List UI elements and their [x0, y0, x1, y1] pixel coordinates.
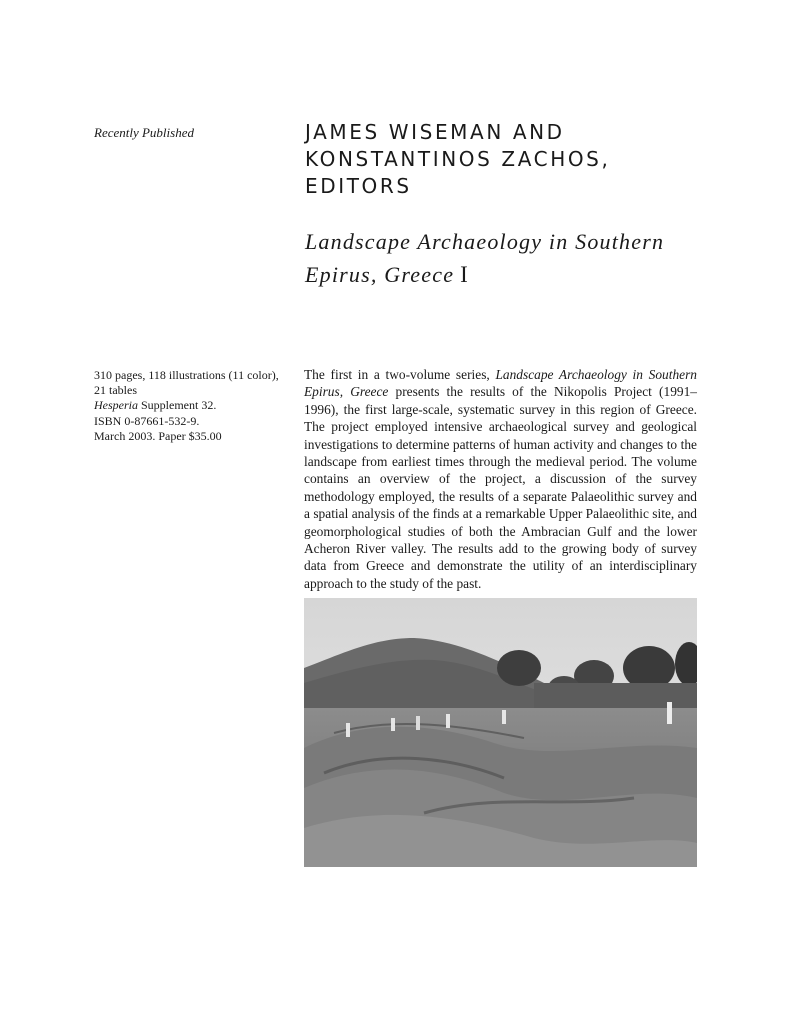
volume-number: I [460, 262, 470, 287]
isbn: ISBN 0-87661-532-9. [94, 413, 200, 428]
series-number: Supplement 32. [138, 398, 217, 413]
landscape-photo-graphic [304, 598, 697, 867]
landscape-photo [304, 598, 697, 867]
description-title-ref: Landscape Archaeology in Southern Epirus, Greece [304, 367, 697, 400]
book-description [304, 366, 697, 592]
editors-line-3: EDITORS [305, 174, 412, 198]
book-title-line-2 [305, 258, 745, 291]
book-title-line-1: Landscape Archaeology in Southern [305, 229, 665, 254]
description-body: presents the results of the Nikopolis Project (1991–1996), the first large-scale, systematic survey in this region of Greece. The project employed intensive archaeological survey and geological investigations to determine patterns of human activity and changes to the landscape from earliest times through the medieval period. The volume contains an overview of the project, a discussion of the survey methodology employed, the results of a separate Palaeolithic survey and a spatial analysis of the finds at a remarkable Upper Palaeolithic site, and geomorphological studies of both the Ambracian Gulf and the lower Acheron River valley. The results add to the growing body of survey data from Greece and demonstrate the utility of an interdisciplinary approach to the study of the past. [304, 384, 697, 591]
series-name: Hesperia [94, 398, 138, 413]
description-intro: The first in a two-volume series, [304, 367, 496, 382]
editors-line-1: JAMES WISEMAN AND [305, 120, 565, 144]
book-title-text: Epirus, Greece [305, 262, 455, 287]
table-count: 21 tables [94, 383, 137, 398]
page-count: 310 pages, 118 illustrations (11 color), [94, 368, 279, 382]
series-info [94, 398, 294, 413]
publication-details [94, 368, 294, 444]
section-label: Recently Published [94, 125, 194, 140]
editors-line-2: KONSTANTINOS ZACHOS, [305, 147, 611, 171]
editors-heading [305, 119, 610, 200]
date-price: March 2003. Paper $35.00 [94, 428, 222, 443]
book-title [305, 225, 745, 291]
